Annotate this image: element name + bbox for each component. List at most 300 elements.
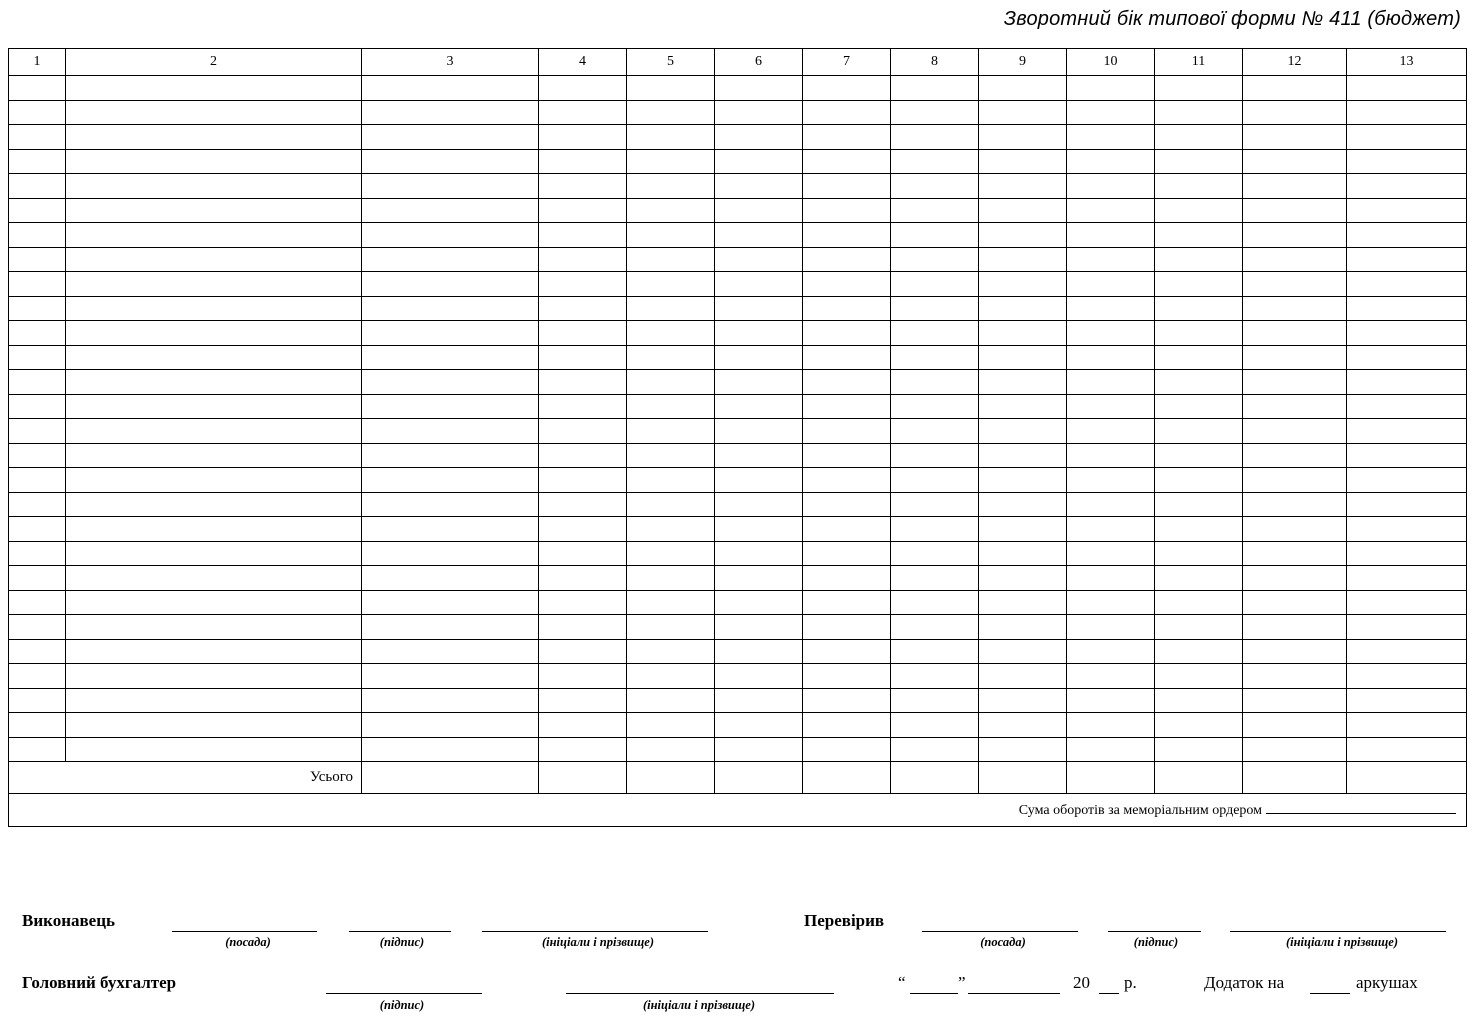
table-cell[interactable] — [803, 615, 891, 640]
table-cell[interactable] — [362, 272, 539, 297]
table-cell[interactable] — [1347, 394, 1467, 419]
table-cell[interactable] — [715, 664, 803, 689]
table-cell[interactable] — [1067, 125, 1155, 150]
table-cell[interactable] — [979, 247, 1067, 272]
table-cell[interactable] — [891, 639, 979, 664]
table-cell[interactable] — [891, 492, 979, 517]
table-cell[interactable] — [362, 615, 539, 640]
table-cell[interactable] — [803, 443, 891, 468]
table-cell[interactable] — [803, 639, 891, 664]
table-cell[interactable] — [803, 76, 891, 101]
table-cell[interactable] — [715, 713, 803, 738]
table-cell[interactable] — [979, 762, 1067, 794]
table-cell[interactable] — [539, 713, 627, 738]
table-cell[interactable] — [539, 688, 627, 713]
table-cell[interactable] — [803, 296, 891, 321]
table-cell[interactable] — [715, 296, 803, 321]
table-cell[interactable] — [891, 125, 979, 150]
table-cell[interactable] — [362, 198, 539, 223]
table-cell[interactable] — [1347, 272, 1467, 297]
executor-position-line[interactable] — [172, 931, 317, 932]
table-cell[interactable] — [1243, 664, 1347, 689]
table-cell[interactable] — [362, 223, 539, 248]
table-cell[interactable] — [979, 566, 1067, 591]
table-cell[interactable] — [9, 198, 66, 223]
table-cell[interactable] — [539, 125, 627, 150]
table-cell[interactable] — [1067, 713, 1155, 738]
table-cell[interactable] — [66, 149, 362, 174]
checked-signature-line[interactable] — [1108, 931, 1201, 932]
table-cell[interactable] — [1155, 566, 1243, 591]
table-cell[interactable] — [979, 296, 1067, 321]
table-cell[interactable] — [66, 272, 362, 297]
table-cell[interactable] — [891, 100, 979, 125]
table-cell[interactable] — [9, 76, 66, 101]
table-cell[interactable] — [362, 345, 539, 370]
table-cell[interactable] — [66, 468, 362, 493]
table-cell[interactable] — [1347, 419, 1467, 444]
table-cell[interactable] — [1155, 223, 1243, 248]
table-cell[interactable] — [66, 345, 362, 370]
table-cell[interactable] — [627, 100, 715, 125]
table-cell[interactable] — [1067, 394, 1155, 419]
table-cell[interactable] — [715, 443, 803, 468]
table-cell[interactable] — [891, 394, 979, 419]
table-cell[interactable] — [1067, 615, 1155, 640]
table-cell[interactable] — [979, 223, 1067, 248]
table-cell[interactable] — [627, 615, 715, 640]
table-cell[interactable] — [803, 664, 891, 689]
table-cell[interactable] — [1347, 149, 1467, 174]
table-cell[interactable] — [9, 223, 66, 248]
table-cell[interactable] — [9, 247, 66, 272]
table-cell[interactable] — [539, 590, 627, 615]
table-cell[interactable] — [66, 174, 362, 199]
table-cell[interactable] — [803, 370, 891, 395]
table-cell[interactable] — [715, 125, 803, 150]
table-cell[interactable] — [1155, 737, 1243, 762]
table-cell[interactable] — [1243, 321, 1347, 346]
table-cell[interactable] — [1347, 590, 1467, 615]
table-cell[interactable] — [1243, 492, 1347, 517]
table-cell[interactable] — [1243, 639, 1347, 664]
table-cell[interactable] — [362, 76, 539, 101]
table-cell[interactable] — [1155, 174, 1243, 199]
table-cell[interactable] — [1155, 125, 1243, 150]
table-cell[interactable] — [539, 76, 627, 101]
table-cell[interactable] — [1243, 370, 1347, 395]
table-cell[interactable] — [979, 688, 1067, 713]
table-cell[interactable] — [979, 615, 1067, 640]
table-cell[interactable] — [362, 639, 539, 664]
table-cell[interactable] — [1347, 762, 1467, 794]
table-cell[interactable] — [66, 419, 362, 444]
table-cell[interactable] — [979, 517, 1067, 542]
table-cell[interactable] — [627, 247, 715, 272]
table-cell[interactable] — [1155, 272, 1243, 297]
table-cell[interactable] — [627, 198, 715, 223]
table-cell[interactable] — [715, 492, 803, 517]
table-cell[interactable] — [9, 296, 66, 321]
table-cell[interactable] — [1347, 664, 1467, 689]
table-cell[interactable] — [891, 590, 979, 615]
table-cell[interactable] — [1243, 272, 1347, 297]
table-cell[interactable] — [891, 688, 979, 713]
table-cell[interactable] — [1347, 247, 1467, 272]
table-cell[interactable] — [1067, 321, 1155, 346]
table-cell[interactable] — [9, 713, 66, 738]
table-cell[interactable] — [715, 419, 803, 444]
table-cell[interactable] — [1243, 296, 1347, 321]
table-cell[interactable] — [9, 517, 66, 542]
table-cell[interactable] — [362, 174, 539, 199]
table-cell[interactable] — [1067, 468, 1155, 493]
table-cell[interactable] — [627, 125, 715, 150]
table-cell[interactable] — [627, 517, 715, 542]
table-cell[interactable] — [1067, 688, 1155, 713]
table-cell[interactable] — [979, 590, 1067, 615]
table-cell[interactable] — [803, 713, 891, 738]
table-cell[interactable] — [66, 125, 362, 150]
table-cell[interactable] — [1347, 125, 1467, 150]
table-cell[interactable] — [66, 198, 362, 223]
table-cell[interactable] — [1067, 492, 1155, 517]
table-cell[interactable] — [1067, 566, 1155, 591]
table-cell[interactable] — [715, 100, 803, 125]
table-cell[interactable] — [1347, 321, 1467, 346]
table-cell[interactable] — [362, 517, 539, 542]
table-cell[interactable] — [1067, 296, 1155, 321]
table-cell[interactable] — [1243, 762, 1347, 794]
table-cell[interactable] — [803, 125, 891, 150]
table-cell[interactable] — [1347, 223, 1467, 248]
table-cell[interactable] — [9, 125, 66, 150]
table-cell[interactable] — [9, 272, 66, 297]
table-cell[interactable] — [539, 517, 627, 542]
table-cell[interactable] — [979, 345, 1067, 370]
table-cell[interactable] — [891, 76, 979, 101]
table-cell[interactable] — [9, 639, 66, 664]
table-cell[interactable] — [803, 223, 891, 248]
table-cell[interactable] — [9, 590, 66, 615]
table-cell[interactable] — [715, 394, 803, 419]
table-cell[interactable] — [1243, 688, 1347, 713]
table-cell[interactable] — [9, 394, 66, 419]
table-cell[interactable] — [1067, 590, 1155, 615]
table-cell[interactable] — [1243, 566, 1347, 591]
table-cell[interactable] — [1347, 443, 1467, 468]
table-cell[interactable] — [1155, 590, 1243, 615]
table-cell[interactable] — [1243, 541, 1347, 566]
table-cell[interactable] — [539, 737, 627, 762]
table-cell[interactable] — [9, 737, 66, 762]
table-cell[interactable] — [627, 468, 715, 493]
table-cell[interactable] — [627, 566, 715, 591]
table-cell[interactable] — [803, 419, 891, 444]
table-cell[interactable] — [1347, 639, 1467, 664]
table-cell[interactable] — [627, 664, 715, 689]
checked-name-line[interactable] — [1230, 931, 1446, 932]
table-cell[interactable] — [539, 100, 627, 125]
table-cell[interactable] — [66, 590, 362, 615]
table-cell[interactable] — [1155, 688, 1243, 713]
table-cell[interactable] — [1243, 443, 1347, 468]
table-cell[interactable] — [891, 541, 979, 566]
turnover-blank[interactable] — [1266, 801, 1456, 814]
table-cell[interactable] — [9, 688, 66, 713]
table-cell[interactable] — [1155, 76, 1243, 101]
table-cell[interactable] — [66, 688, 362, 713]
table-cell[interactable] — [715, 76, 803, 101]
table-cell[interactable] — [539, 762, 627, 794]
table-cell[interactable] — [627, 223, 715, 248]
table-cell[interactable] — [66, 223, 362, 248]
table-cell[interactable] — [9, 174, 66, 199]
table-cell[interactable] — [539, 198, 627, 223]
table-cell[interactable] — [362, 566, 539, 591]
table-cell[interactable] — [715, 566, 803, 591]
table-cell[interactable] — [362, 762, 539, 794]
table-cell[interactable] — [979, 419, 1067, 444]
table-cell[interactable] — [891, 174, 979, 199]
table-cell[interactable] — [803, 517, 891, 542]
table-cell[interactable] — [1347, 713, 1467, 738]
table-cell[interactable] — [66, 615, 362, 640]
table-cell[interactable] — [362, 541, 539, 566]
table-cell[interactable] — [891, 272, 979, 297]
table-cell[interactable] — [979, 174, 1067, 199]
table-cell[interactable] — [362, 468, 539, 493]
table-cell[interactable] — [1155, 198, 1243, 223]
table-cell[interactable] — [9, 615, 66, 640]
table-cell[interactable] — [9, 492, 66, 517]
table-cell[interactable] — [1155, 296, 1243, 321]
table-cell[interactable] — [1067, 737, 1155, 762]
table-cell[interactable] — [1155, 639, 1243, 664]
table-cell[interactable] — [803, 492, 891, 517]
table-cell[interactable] — [715, 272, 803, 297]
table-cell[interactable] — [803, 174, 891, 199]
table-cell[interactable] — [891, 566, 979, 591]
table-cell[interactable] — [66, 76, 362, 101]
table-cell[interactable] — [362, 247, 539, 272]
table-cell[interactable] — [539, 639, 627, 664]
table-cell[interactable] — [539, 468, 627, 493]
table-cell[interactable] — [362, 149, 539, 174]
table-cell[interactable] — [715, 149, 803, 174]
table-cell[interactable] — [362, 370, 539, 395]
table-cell[interactable] — [1347, 566, 1467, 591]
table-cell[interactable] — [1243, 125, 1347, 150]
table-cell[interactable] — [1347, 541, 1467, 566]
table-cell[interactable] — [539, 174, 627, 199]
table-cell[interactable] — [66, 737, 362, 762]
table-cell[interactable] — [803, 198, 891, 223]
table-cell[interactable] — [715, 517, 803, 542]
table-cell[interactable] — [1243, 174, 1347, 199]
table-cell[interactable] — [1155, 394, 1243, 419]
table-cell[interactable] — [539, 296, 627, 321]
table-cell[interactable] — [715, 223, 803, 248]
table-cell[interactable] — [539, 615, 627, 640]
table-cell[interactable] — [539, 370, 627, 395]
table-cell[interactable] — [891, 198, 979, 223]
table-cell[interactable] — [1155, 100, 1243, 125]
table-cell[interactable] — [1155, 713, 1243, 738]
table-cell[interactable] — [891, 419, 979, 444]
table-cell[interactable] — [627, 76, 715, 101]
table-cell[interactable] — [539, 345, 627, 370]
table-cell[interactable] — [1067, 247, 1155, 272]
table-cell[interactable] — [803, 590, 891, 615]
table-cell[interactable] — [1067, 762, 1155, 794]
table-cell[interactable] — [539, 566, 627, 591]
table-cell[interactable] — [1347, 468, 1467, 493]
table-cell[interactable] — [803, 394, 891, 419]
table-cell[interactable] — [1347, 492, 1467, 517]
table-cell[interactable] — [362, 321, 539, 346]
table-cell[interactable] — [891, 370, 979, 395]
table-cell[interactable] — [1243, 419, 1347, 444]
table-cell[interactable] — [9, 541, 66, 566]
table-cell[interactable] — [362, 419, 539, 444]
table-cell[interactable] — [891, 517, 979, 542]
table-cell[interactable] — [627, 737, 715, 762]
table-cell[interactable] — [1347, 737, 1467, 762]
table-cell[interactable] — [1155, 762, 1243, 794]
table-cell[interactable] — [891, 443, 979, 468]
table-cell[interactable] — [803, 149, 891, 174]
table-cell[interactable] — [66, 100, 362, 125]
table-cell[interactable] — [66, 443, 362, 468]
table-cell[interactable] — [362, 713, 539, 738]
table-cell[interactable] — [627, 688, 715, 713]
table-cell[interactable] — [715, 639, 803, 664]
table-cell[interactable] — [979, 492, 1067, 517]
table-cell[interactable] — [627, 149, 715, 174]
table-cell[interactable] — [979, 737, 1067, 762]
table-cell[interactable] — [1067, 76, 1155, 101]
table-cell[interactable] — [539, 272, 627, 297]
table-cell[interactable] — [627, 321, 715, 346]
table-cell[interactable] — [979, 198, 1067, 223]
table-cell[interactable] — [66, 639, 362, 664]
table-cell[interactable] — [1067, 272, 1155, 297]
table-cell[interactable] — [979, 272, 1067, 297]
table-cell[interactable] — [1067, 223, 1155, 248]
table-cell[interactable] — [1243, 223, 1347, 248]
table-cell[interactable] — [1155, 468, 1243, 493]
table-cell[interactable] — [715, 737, 803, 762]
table-cell[interactable] — [803, 321, 891, 346]
table-cell[interactable] — [362, 737, 539, 762]
table-cell[interactable] — [9, 566, 66, 591]
table-cell[interactable] — [1243, 247, 1347, 272]
table-cell[interactable] — [979, 149, 1067, 174]
table-cell[interactable] — [979, 76, 1067, 101]
table-cell[interactable] — [1347, 174, 1467, 199]
table-cell[interactable] — [1243, 149, 1347, 174]
table-cell[interactable] — [1067, 419, 1155, 444]
table-cell[interactable] — [9, 664, 66, 689]
table-cell[interactable] — [1155, 247, 1243, 272]
table-cell[interactable] — [715, 247, 803, 272]
table-cell[interactable] — [979, 664, 1067, 689]
table-cell[interactable] — [362, 492, 539, 517]
table-cell[interactable] — [1155, 370, 1243, 395]
table-cell[interactable] — [1243, 615, 1347, 640]
table-cell[interactable] — [66, 321, 362, 346]
table-cell[interactable] — [979, 125, 1067, 150]
table-cell[interactable] — [1155, 345, 1243, 370]
table-cell[interactable] — [539, 541, 627, 566]
table-cell[interactable] — [1067, 639, 1155, 664]
table-cell[interactable] — [891, 664, 979, 689]
table-cell[interactable] — [539, 223, 627, 248]
date-month-line[interactable] — [968, 993, 1060, 994]
table-cell[interactable] — [715, 345, 803, 370]
table-cell[interactable] — [891, 762, 979, 794]
table-cell[interactable] — [979, 468, 1067, 493]
table-cell[interactable] — [1243, 468, 1347, 493]
table-cell[interactable] — [1067, 198, 1155, 223]
table-cell[interactable] — [362, 664, 539, 689]
table-cell[interactable] — [891, 223, 979, 248]
table-cell[interactable] — [1243, 713, 1347, 738]
table-cell[interactable] — [362, 443, 539, 468]
table-cell[interactable] — [66, 713, 362, 738]
table-cell[interactable] — [1243, 737, 1347, 762]
table-cell[interactable] — [627, 272, 715, 297]
date-year-line[interactable] — [1099, 993, 1119, 994]
table-cell[interactable] — [66, 492, 362, 517]
table-cell[interactable] — [715, 688, 803, 713]
table-cell[interactable] — [9, 149, 66, 174]
table-cell[interactable] — [627, 370, 715, 395]
table-cell[interactable] — [9, 419, 66, 444]
table-cell[interactable] — [1347, 615, 1467, 640]
table-cell[interactable] — [891, 149, 979, 174]
table-cell[interactable] — [891, 296, 979, 321]
table-cell[interactable] — [362, 590, 539, 615]
table-cell[interactable] — [803, 737, 891, 762]
table-cell[interactable] — [362, 296, 539, 321]
table-cell[interactable] — [891, 468, 979, 493]
table-cell[interactable] — [1067, 443, 1155, 468]
table-cell[interactable] — [627, 639, 715, 664]
table-cell[interactable] — [1067, 149, 1155, 174]
table-cell[interactable] — [627, 345, 715, 370]
table-cell[interactable] — [1067, 541, 1155, 566]
table-cell[interactable] — [715, 468, 803, 493]
table-cell[interactable] — [979, 321, 1067, 346]
table-cell[interactable] — [66, 394, 362, 419]
table-cell[interactable] — [1347, 198, 1467, 223]
table-cell[interactable] — [803, 541, 891, 566]
table-cell[interactable] — [1347, 76, 1467, 101]
table-cell[interactable] — [539, 321, 627, 346]
table-cell[interactable] — [715, 174, 803, 199]
table-cell[interactable] — [9, 443, 66, 468]
table-cell[interactable] — [539, 247, 627, 272]
table-cell[interactable] — [1347, 517, 1467, 542]
table-cell[interactable] — [1067, 345, 1155, 370]
table-cell[interactable] — [803, 247, 891, 272]
table-cell[interactable] — [9, 370, 66, 395]
table-cell[interactable] — [627, 713, 715, 738]
table-cell[interactable] — [715, 541, 803, 566]
table-cell[interactable] — [1155, 541, 1243, 566]
